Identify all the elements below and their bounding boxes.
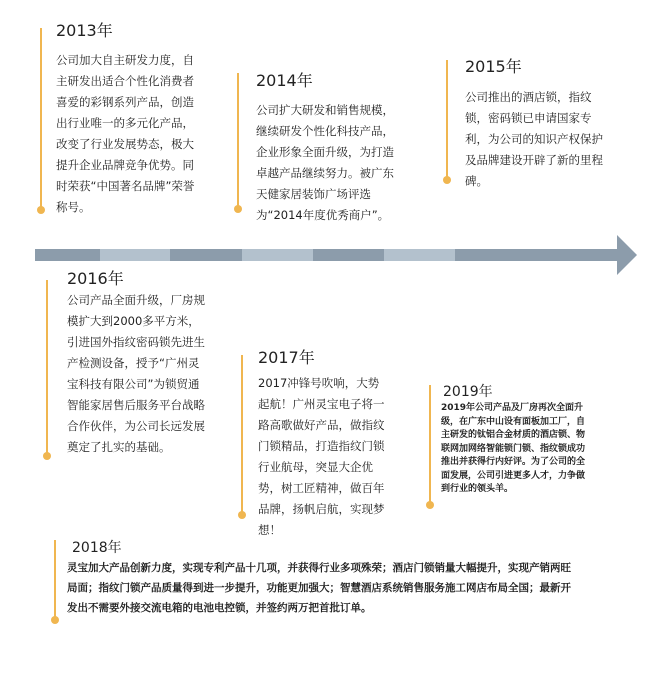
event-text: 2017冲锋号吹响，大势起航！广州灵宝电子将一路高歌做好产品，做指纹门锁精品，打造指纹门锁行业航母，突显大企优势，树工匠精神，做百年品牌，扬帆启航，实现梦想！ (258, 376, 385, 537)
event-year: 2013年 (56, 21, 113, 40)
event-text: 公司产品全面升级，厂房规模扩大到2000多平方米，引进国外指纹密码锁先进生产检测设备，授予“广州灵宝科技有限公司”为锁贸通智能家居售后服务平台战略合作伙伴，为公司长远发展奠定了扎实的基础。 (67, 293, 205, 454)
event-text: 公司推出的酒店锁，指纹锁，密码锁已申请国家专利，为公司的知识产权保护及品牌建设开辟了新的里程碑。 (465, 90, 603, 188)
event-year: 2017年 (258, 348, 315, 367)
arrow-segment (242, 249, 313, 261)
event-year: 2016年 (67, 269, 124, 288)
event-text: 公司加大自主研发力度，自主研发出适合个性化消费者喜爱的彩钢系列产品，创造出行业唯一的多元化产品，改变了行业发展势态，极大提升企业品牌竞争优势。同时荣获“中国著名品牌”荣誉称号。 (56, 53, 195, 214)
event-line (46, 280, 48, 456)
event-year: 2014年 (256, 71, 313, 90)
event-dot (234, 205, 242, 213)
event-line (241, 355, 243, 515)
arrow-segment (100, 249, 170, 261)
event-line (429, 385, 431, 505)
event-line (40, 28, 42, 210)
event-dot (51, 616, 59, 624)
event-text: 灵宝加大产品创新力度，实现专利产品十几项，并获得行业多项殊荣；酒店门锁销量大幅提升，实现产销两旺局面；指纹门锁产品质量得到进一步提升，功能更加强大；智慧酒店系统销售服务施工网店布局全国；最新开发出不需要外接交流电箱的电池电控锁，并签约两万把首批订单。 (67, 562, 571, 614)
event-year: 2018年 (72, 540, 122, 556)
event-line (54, 540, 56, 620)
event-dot (43, 452, 51, 460)
arrow-segment (313, 249, 384, 261)
event-year: 2019年 (443, 384, 493, 400)
arrow-segment (35, 249, 100, 261)
event-line (446, 60, 448, 180)
event-dot (238, 511, 246, 519)
event-year: 2015年 (465, 57, 522, 76)
event-dot (37, 206, 45, 214)
event-line (237, 73, 239, 210)
event-dot (426, 501, 434, 509)
arrow-head-icon (617, 235, 637, 275)
arrow-segment (455, 249, 617, 261)
event-text: 2019年公司产品及厂房再次全面升级，在广东中山设有面板加工厂，自主研发的钛铝合金材质的酒店锁、物联网加网络智能锁门锁、指纹锁成功推出并获得行内好评。为了公司的全面发展，公司引进更多人才，力争做到行业的领头羊。 (441, 403, 586, 494)
arrow-segment (384, 249, 455, 261)
event-dot (443, 176, 451, 184)
arrow-segment (170, 249, 242, 261)
event-text: 公司扩大研发和销售规模，继续研发个性化科技产品，企业形象全面升级，为打造卓越产品继续努力。被广东天健家居装饰广场评选为“2014年度优秀商户”。 (256, 103, 394, 222)
